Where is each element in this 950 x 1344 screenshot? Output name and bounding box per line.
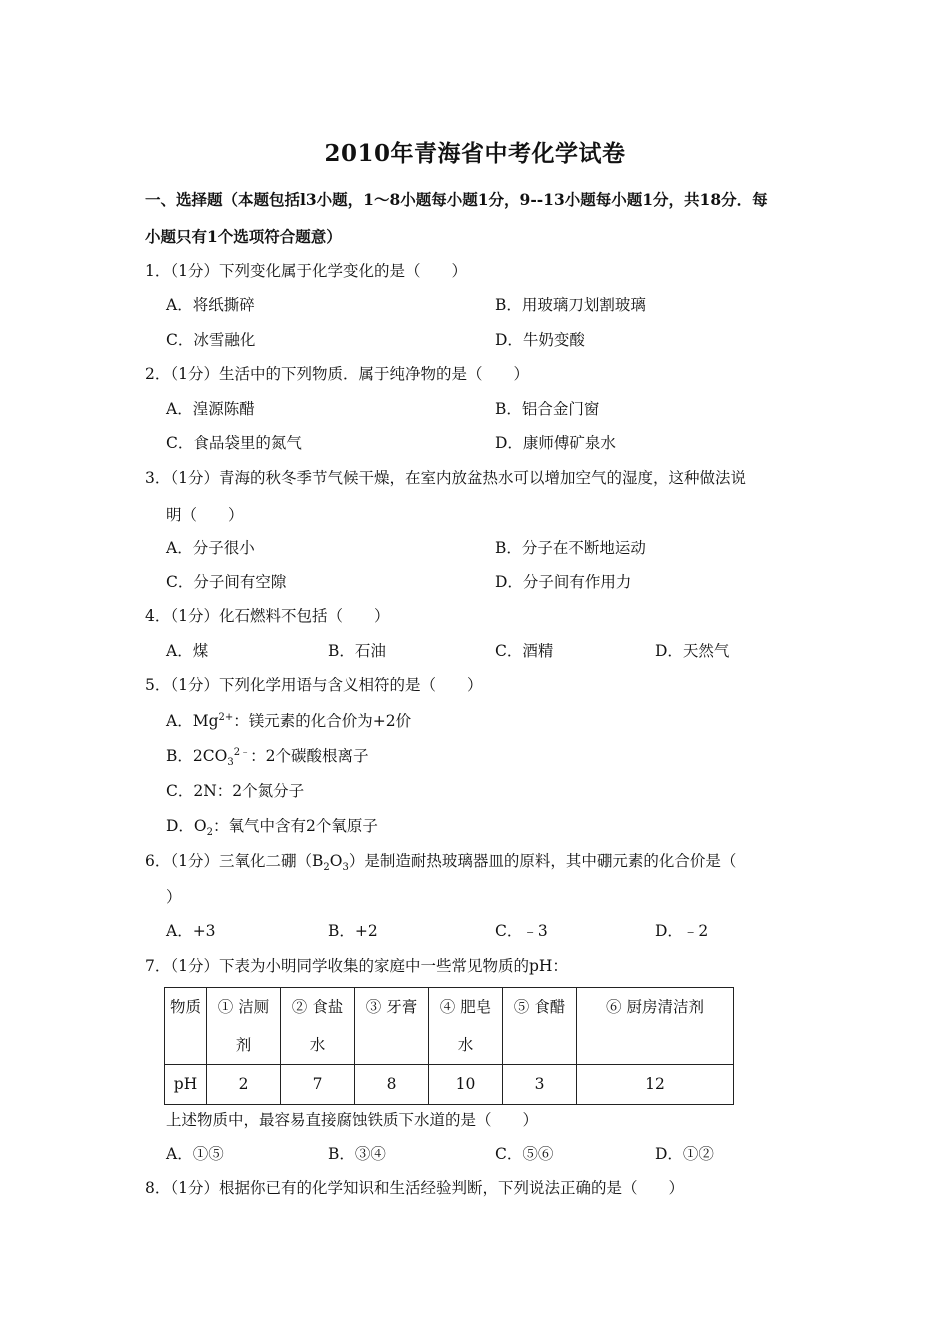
table-item-cell: ① 洁厕 剂 [207,988,281,1065]
table-value-cell: 2 [207,1065,281,1105]
question-3-option-a: A．分子很小 [166,539,255,557]
exam-title: 2010年青海省中考化学试卷 [324,140,626,167]
table-row [165,1065,734,1105]
option-b-charge: 2﹣ [233,746,251,758]
question-6-stem-continued: ） [166,888,182,906]
question-3-option-b: B．分子在不断地运动 [495,539,646,557]
q6-stem-part1: 6．（1分）三氧化二硼（B [145,852,324,870]
question-1-option-d: D．牛奶变酸 [495,331,585,349]
question-7-option-c: C．⑤⑥ [495,1145,554,1163]
table-row [165,988,734,1065]
question-2-option-c: C．食品袋里的氮气 [166,434,302,452]
question-3-stem-continued: 明（ ） [166,506,244,524]
option-a-formula: A．Mg [166,712,219,730]
question-4-option-d: D．天然气 [655,642,730,660]
question-7-option-d: D．①② [655,1145,714,1163]
question-6-option-d: D．﹣2 [655,922,709,940]
question-1-option-c: C．冰雪融化 [166,331,256,349]
table-header-cell: 物质 [165,988,207,1065]
option-a-charge: 2+ [218,711,234,723]
question-2-option-a: A．湟源陈醋 [166,400,255,418]
question-5-option-d [166,816,378,839]
table-value-cell: 7 [281,1065,355,1105]
question-6-option-a: A．+3 [166,922,216,940]
option-d-formula: D．O [166,817,207,835]
question-2-option-b: B．铝合金门窗 [495,400,600,418]
option-b-formula: B．2CO [166,747,228,765]
q6-subscript-1: 2 [323,862,330,874]
question-7-followup: 上述物质中，最容易直接腐蚀铁质下水道的是（ ） [166,1111,539,1129]
question-5-stem: 5．（1分）下列化学用语与含义相符的是（ ） [145,676,483,694]
question-8-stem: 8．（1分）根据你已有的化学知识和生活经验判断，下列说法正确的是（ ） [145,1179,684,1197]
section-heading-line2: 小题只有1个选项符合题意） [145,227,342,246]
question-2-option-d: D．康师傅矿泉水 [495,434,616,452]
table-item-cell: ④ 肥皂 水 [429,988,503,1065]
question-3-option-c: C．分子间有空隙 [166,573,287,591]
table-item-cell: ⑥ 厨房清洁剂 [577,988,734,1065]
question-3-stem: 3．（1分）青海的秋冬季节气候干燥，在室内放盆热水可以增加空气的湿度，这种做法说 [145,469,746,487]
option-a-meaning: ：镁元素的化合价为+2价 [233,712,412,730]
question-7-option-a: A．①⑤ [166,1145,224,1163]
q6-stem-part3: ）是制造耐热玻璃器皿的原料，其中硼元素的化合价是（ [348,852,737,870]
question-6-option-c: C．﹣3 [495,922,548,940]
question-5-option-c: C．2N：2个氮分子 [166,782,305,800]
question-4-option-b: B．石油 [328,642,386,660]
question-7-stem: 7．（1分）下表为小明同学收集的家庭中一些常见物质的pH： [145,957,568,975]
table-item-cell: ⑤ 食醋 [503,988,577,1065]
question-7-option-b: B．③④ [328,1145,386,1163]
question-1-option-b: B．用玻璃刀划割玻璃 [495,296,646,314]
section-heading-line1: 一、选择题（本题包括l3小题，1～8小题每小题1分，9--13小题每小题1分，共18分．每 [145,190,768,209]
q6-stem-part2: O [329,852,343,870]
table-item-cell: ③ 牙膏 [355,988,429,1065]
question-3-option-d: D．分子间有作用力 [495,573,632,591]
table-value-cell: 3 [503,1065,577,1105]
question-2-stem: 2．（1分）生活中的下列物质．属于纯净物的是（ ） [145,365,529,383]
question-5-option-a [166,711,411,731]
ph-table [164,987,734,1105]
table-header-cell: pH [165,1065,207,1105]
question-6-option-b: B．+2 [328,922,378,940]
table-value-cell: 8 [355,1065,429,1105]
question-6-stem [145,851,825,874]
question-1-option-a: A．将纸撕碎 [166,296,255,314]
table-value-cell: 10 [429,1065,503,1105]
option-b-meaning: ：2个碳酸根离子 [250,747,369,765]
question-4-option-c: C．酒精 [495,642,554,660]
question-5-option-b [166,746,369,769]
q6-subscript-2: 3 [342,862,349,874]
option-b-subscript: 3 [227,757,234,769]
question-4-option-a: A．煤 [166,642,209,660]
question-4-stem: 4．（1分）化石燃料不包括（ ） [145,607,390,625]
question-1-stem: 1．（1分）下列变化属于化学变化的是（ ） [145,262,467,280]
table-item-cell: ② 食盐 水 [281,988,355,1065]
table-value-cell: 12 [577,1065,734,1105]
option-d-subscript: 2 [206,827,214,839]
option-d-meaning: ：氧气中含有2个氧原子 [213,817,378,835]
